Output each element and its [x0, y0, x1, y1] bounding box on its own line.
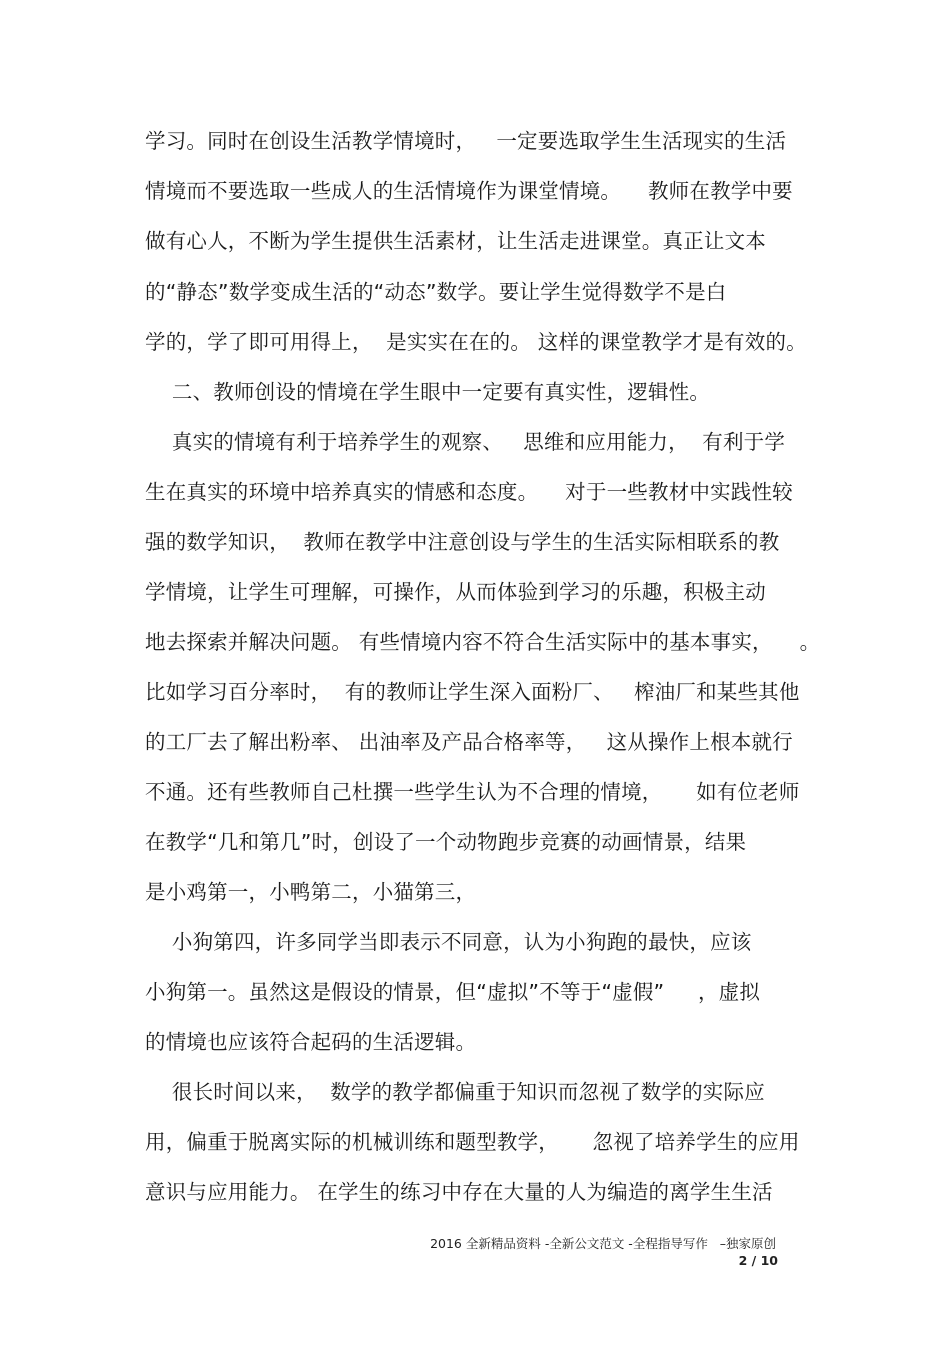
footer-text: 2016 全新精品资料 -全新公文范文 -全程指导写作 –独家原创: [430, 1236, 776, 1251]
page-number: 2 / 10: [738, 1253, 778, 1268]
body-line-13: 的工厂去了解出粉率、 出油率及产品合格率等， 这从操作上根本就行: [145, 730, 793, 754]
body-line-10: 学情境，让学生可理解，可操作，从而体验到学习的乐趣，积极主动: [145, 580, 766, 604]
body-line-15: 在教学“几和第几”时，创设了一个动物跑步竞赛的动画情景，结果: [145, 830, 747, 854]
body-line-11: 地去探索并解决问题。 有些情境内容不符合生活实际中的基本事实， 。: [145, 630, 821, 654]
body-line-1: 学习。同时在创设生活教学情境时， 一定要选取学生生活现实的生活: [145, 129, 787, 153]
body-line-12: 比如学习百分率时， 有的教师让学生深入面粉厂、 榨油厂和某些其他: [145, 680, 800, 704]
body-line-14: 不通。还有些教师自己杜撰一些学生认为不合理的情境， 如有位老师: [145, 780, 800, 804]
body-line-18: 小狗第一。虽然这是假设的情景，但“虚拟”不等于“虚假” ，虚拟: [145, 980, 761, 1004]
body-line-2: 情境而不要选取一些成人的生活情境作为课堂情境。 教师在教学中要: [145, 179, 793, 203]
body-line-7: 真实的情境有利于培养学生的观察、 思维和应用能力， 有利于学: [145, 430, 786, 454]
body-line-22: 意识与应用能力。 在学生的练习中存在大量的人为编造的离学生生活: [145, 1180, 773, 1204]
body-line-21: 用，偏重于脱离实际的机械训练和题型教学， 忽视了培养学生的应用: [145, 1130, 800, 1154]
body-line-19: 的情境也应该符合起码的生活逻辑。: [145, 1030, 477, 1054]
body-line-6: 二、教师创设的情境在学生眼中一定要有真实性，逻辑性。: [145, 380, 711, 404]
body-line-17: 小狗第四，许多同学当即表示不同意，认为小狗跑的最快，应该: [145, 930, 752, 954]
body-line-4: 的“静态”数学变成生活的“动态”数学。要让学生觉得数学不是白: [145, 280, 727, 304]
body-line-3: 做有心人，不断为学生提供生活素材，让生活走进课堂。真正让文本: [145, 229, 766, 253]
body-line-9: 强的数学知识， 教师在教学中注意创设与学生的生活实际相联系的教: [145, 530, 780, 554]
body-line-16: 是小鸡第一，小鸭第二，小猫第三，: [145, 880, 477, 904]
body-line-5: 学的，学了即可用得上， 是实实在在的。 这样的课堂教学才是有效的。: [145, 330, 807, 354]
body-line-20: 很长时间以来， 数学的教学都偏重于知识而忽视了数学的实际应: [145, 1080, 765, 1104]
body-line-8: 生在真实的环境中培养真实的情感和态度。 对于一些教材中实践性较: [145, 480, 793, 504]
